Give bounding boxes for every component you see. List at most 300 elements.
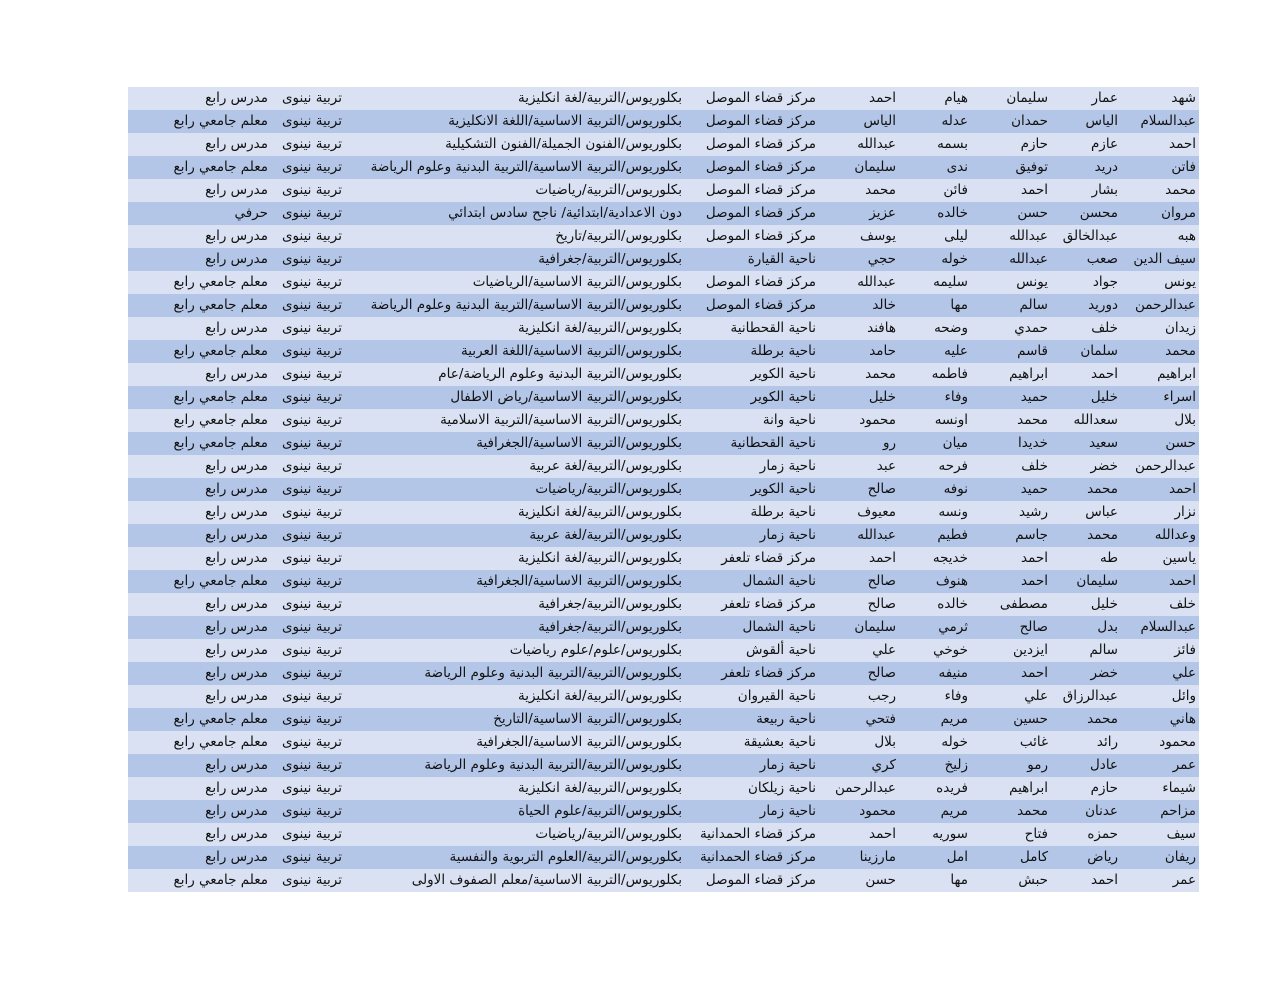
cell-qualification: بكلوريوس/التربية/تاريخ	[343, 225, 683, 248]
cell-job-title: حرفي	[128, 202, 269, 225]
cell-mother-father-name: صالح	[817, 662, 897, 685]
cell-mother-name: فطيم	[897, 524, 969, 547]
cell-qualification: بكلوريوس/التربية/العلوم التربوية والنفسية	[343, 846, 683, 869]
cell-father-name: خضر	[1049, 455, 1119, 478]
cell-location: ناحية الشمال	[683, 570, 817, 593]
cell-location: ناحية زمار	[683, 455, 817, 478]
cell-mother-name: عدله	[897, 110, 969, 133]
cell-mother-father-name: هافند	[817, 317, 897, 340]
cell-mother-name: خوله	[897, 248, 969, 271]
cell-mother-name: وفاء	[897, 386, 969, 409]
cell-mother-name: بسمه	[897, 133, 969, 156]
cell-job-title: مدرس رابع	[128, 662, 269, 685]
cell-directorate: تربية نينوى	[269, 800, 343, 823]
cell-location: ناحية الكوير	[683, 363, 817, 386]
table-row	[128, 800, 1199, 823]
cell-first-name: زيدان	[1119, 317, 1199, 340]
cell-grandfather-name: فتاح	[969, 823, 1049, 846]
cell-directorate: تربية نينوى	[269, 271, 343, 294]
cell-father-name: محمد	[1049, 478, 1119, 501]
cell-grandfather-name: ابراهيم	[969, 363, 1049, 386]
cell-qualification: بكلوريوس/التربية البدنية وعلوم الرياضة/عام	[343, 363, 683, 386]
cell-directorate: تربية نينوى	[269, 731, 343, 754]
table-row	[128, 110, 1199, 133]
cell-first-name: احمد	[1119, 570, 1199, 593]
cell-qualification: بكلوريوس/التربية/لغة انكليزية	[343, 685, 683, 708]
cell-job-title: معلم جامعي رابع	[128, 156, 269, 179]
cell-first-name: يونس	[1119, 271, 1199, 294]
cell-directorate: تربية نينوى	[269, 386, 343, 409]
cell-mother-father-name: فتحي	[817, 708, 897, 731]
cell-directorate: تربية نينوى	[269, 110, 343, 133]
cell-mother-father-name: محمود	[817, 800, 897, 823]
cell-location: مركز قضاء الموصل	[683, 87, 817, 110]
table-row	[128, 386, 1199, 409]
cell-first-name: عبدالرحمن	[1119, 455, 1199, 478]
cell-location: مركز قضاء الموصل	[683, 179, 817, 202]
cell-qualification: بكلوريوس/التربية/لغة انكليزية	[343, 87, 683, 110]
cell-qualification: بكلوريوس/التربية/لغة انكليزية	[343, 547, 683, 570]
cell-first-name: ابراهيم	[1119, 363, 1199, 386]
cell-location: ناحية الكوير	[683, 478, 817, 501]
cell-job-title: مدرس رابع	[128, 179, 269, 202]
cell-grandfather-name: حمدان	[969, 110, 1049, 133]
table-row	[128, 179, 1199, 202]
cell-father-name: عبدالرزاق	[1049, 685, 1119, 708]
cell-mother-name: فريده	[897, 777, 969, 800]
cell-grandfather-name: حمدي	[969, 317, 1049, 340]
cell-first-name: نزار	[1119, 501, 1199, 524]
cell-qualification: بكلوريوس/التربية الاساسية/اللغة العربية	[343, 340, 683, 363]
cell-directorate: تربية نينوى	[269, 547, 343, 570]
cell-grandfather-name: صالح	[969, 616, 1049, 639]
cell-location: مركز قضاء الموصل	[683, 202, 817, 225]
cell-mother-father-name: رجب	[817, 685, 897, 708]
cell-qualification: بكلوريوس/التربية/رياضيات	[343, 179, 683, 202]
cell-mother-father-name: عبدالله	[817, 271, 897, 294]
table-row	[128, 777, 1199, 800]
cell-job-title: مدرس رابع	[128, 455, 269, 478]
table-row	[128, 501, 1199, 524]
cell-mother-name: نوفه	[897, 478, 969, 501]
cell-father-name: سعيد	[1049, 432, 1119, 455]
cell-first-name: شيماء	[1119, 777, 1199, 800]
cell-father-name: حمزه	[1049, 823, 1119, 846]
cell-job-title: مدرس رابع	[128, 823, 269, 846]
cell-location: ناحية زيلكان	[683, 777, 817, 800]
cell-first-name: هاني	[1119, 708, 1199, 731]
cell-directorate: تربية نينوى	[269, 869, 343, 892]
cell-first-name: وائل	[1119, 685, 1199, 708]
cell-directorate: تربية نينوى	[269, 662, 343, 685]
cell-mother-father-name: معيوف	[817, 501, 897, 524]
cell-mother-father-name: حجي	[817, 248, 897, 271]
cell-father-name: سليمان	[1049, 570, 1119, 593]
cell-grandfather-name: عبدالله	[969, 225, 1049, 248]
cell-father-name: رياض	[1049, 846, 1119, 869]
cell-directorate: تربية نينوى	[269, 455, 343, 478]
cell-mother-name: هنوف	[897, 570, 969, 593]
cell-father-name: محسن	[1049, 202, 1119, 225]
cell-directorate: تربية نينوى	[269, 639, 343, 662]
cell-first-name: خلف	[1119, 593, 1199, 616]
cell-directorate: تربية نينوى	[269, 156, 343, 179]
cell-location: مركز قضاء تلعفر	[683, 593, 817, 616]
cell-directorate: تربية نينوى	[269, 823, 343, 846]
cell-location: مركز قضاء تلعفر	[683, 547, 817, 570]
cell-location: مركز قضاء الموصل	[683, 225, 817, 248]
cell-location: مركز قضاء الموصل	[683, 156, 817, 179]
table-row	[128, 156, 1199, 179]
cell-mother-name: اونسه	[897, 409, 969, 432]
cell-mother-name: ثرمي	[897, 616, 969, 639]
table-row	[128, 340, 1199, 363]
cell-job-title: مدرس رابع	[128, 639, 269, 662]
cell-job-title: معلم جامعي رابع	[128, 570, 269, 593]
cell-location: ناحية زمار	[683, 754, 817, 777]
cell-father-name: محمد	[1049, 524, 1119, 547]
table-row	[128, 639, 1199, 662]
cell-job-title: مدرس رابع	[128, 616, 269, 639]
cell-mother-name: وفاء	[897, 685, 969, 708]
table-row	[128, 87, 1199, 110]
cell-first-name: عمر	[1119, 754, 1199, 777]
cell-mother-father-name: عبد	[817, 455, 897, 478]
cell-job-title: معلم جامعي رابع	[128, 271, 269, 294]
cell-directorate: تربية نينوى	[269, 317, 343, 340]
cell-mother-name: ليلى	[897, 225, 969, 248]
cell-qualification: بكلوريوس/التربية/جغرافية	[343, 616, 683, 639]
cell-first-name: حسن	[1119, 432, 1199, 455]
cell-qualification: بكلوريوس/الفنون الجميلة/الفنون التشكيلية	[343, 133, 683, 156]
cell-location: مركز قضاء الموصل	[683, 294, 817, 317]
cell-mother-name: امل	[897, 846, 969, 869]
cell-first-name: وعدالله	[1119, 524, 1199, 547]
cell-grandfather-name: حسين	[969, 708, 1049, 731]
cell-first-name: عبدالسلام	[1119, 616, 1199, 639]
cell-qualification: بكلوريوس/التربية الاساسية/الجغرافية	[343, 432, 683, 455]
cell-mother-name: مها	[897, 869, 969, 892]
cell-mother-name: منيفه	[897, 662, 969, 685]
cell-father-name: عمار	[1049, 87, 1119, 110]
table-row	[128, 524, 1199, 547]
cell-first-name: احمد	[1119, 478, 1199, 501]
cell-grandfather-name: محمد	[969, 409, 1049, 432]
cell-mother-father-name: محمد	[817, 363, 897, 386]
cell-mother-father-name: محمود	[817, 409, 897, 432]
cell-first-name: سيف الدين	[1119, 248, 1199, 271]
cell-mother-father-name: خليل	[817, 386, 897, 409]
cell-location: ناحية ألقوش	[683, 639, 817, 662]
cell-directorate: تربية نينوى	[269, 846, 343, 869]
cell-qualification: بكلوريوس/التربية/لغة انكليزية	[343, 317, 683, 340]
cell-grandfather-name: رشيد	[969, 501, 1049, 524]
cell-first-name: محمد	[1119, 179, 1199, 202]
cell-father-name: عبدالخالق	[1049, 225, 1119, 248]
cell-grandfather-name: حميد	[969, 478, 1049, 501]
table-row	[128, 432, 1199, 455]
cell-mother-father-name: يوسف	[817, 225, 897, 248]
cell-mother-name: هيام	[897, 87, 969, 110]
cell-directorate: تربية نينوى	[269, 363, 343, 386]
cell-job-title: معلم جامعي رابع	[128, 294, 269, 317]
cell-qualification: بكلوريوس/التربية/رياضيات	[343, 823, 683, 846]
cell-directorate: تربية نينوى	[269, 524, 343, 547]
cell-location: ناحية الشمال	[683, 616, 817, 639]
cell-job-title: مدرس رابع	[128, 248, 269, 271]
cell-first-name: فاتن	[1119, 156, 1199, 179]
cell-directorate: تربية نينوى	[269, 593, 343, 616]
table-body	[128, 87, 1199, 892]
cell-grandfather-name: خلف	[969, 455, 1049, 478]
spreadsheet-table	[128, 87, 1199, 892]
cell-qualification: بكلوريوس/التربية الاساسية/التاريخ	[343, 708, 683, 731]
table-row	[128, 133, 1199, 156]
cell-father-name: احمد	[1049, 363, 1119, 386]
cell-qualification: بكلوريوس/التربية الاساسية/الجغرافية	[343, 731, 683, 754]
cell-grandfather-name: علي	[969, 685, 1049, 708]
cell-job-title: معلم جامعي رابع	[128, 110, 269, 133]
table-row	[128, 248, 1199, 271]
cell-grandfather-name: احمد	[969, 662, 1049, 685]
table-row	[128, 317, 1199, 340]
cell-first-name: محمود	[1119, 731, 1199, 754]
cell-first-name: احمد	[1119, 133, 1199, 156]
cell-job-title: مدرس رابع	[128, 800, 269, 823]
cell-father-name: خلف	[1049, 317, 1119, 340]
cell-mother-father-name: عبدالرحمن	[817, 777, 897, 800]
cell-directorate: تربية نينوى	[269, 754, 343, 777]
cell-location: ناحية القيارة	[683, 248, 817, 271]
cell-father-name: عازم	[1049, 133, 1119, 156]
cell-father-name: محمد	[1049, 708, 1119, 731]
table-row	[128, 662, 1199, 685]
cell-qualification: بكلوريوس/التربية الاساسية/التربية البدنية وعلوم الرياضة	[343, 294, 683, 317]
cell-first-name: فائز	[1119, 639, 1199, 662]
cell-mother-name: ونسه	[897, 501, 969, 524]
cell-location: مركز قضاء تلعفر	[683, 662, 817, 685]
cell-mother-father-name: عزيز	[817, 202, 897, 225]
cell-mother-father-name: رو	[817, 432, 897, 455]
cell-mother-name: عليه	[897, 340, 969, 363]
cell-father-name: سلمان	[1049, 340, 1119, 363]
cell-job-title: مدرس رابع	[128, 317, 269, 340]
table-row	[128, 616, 1199, 639]
cell-mother-name: وضحه	[897, 317, 969, 340]
table-row	[128, 846, 1199, 869]
cell-directorate: تربية نينوى	[269, 777, 343, 800]
cell-directorate: تربية نينوى	[269, 616, 343, 639]
cell-grandfather-name: يونس	[969, 271, 1049, 294]
cell-mother-name: خوخي	[897, 639, 969, 662]
table-row	[128, 547, 1199, 570]
cell-mother-father-name: بلال	[817, 731, 897, 754]
cell-mother-name: فاطمه	[897, 363, 969, 386]
cell-job-title: مدرس رابع	[128, 363, 269, 386]
cell-mother-name: خديجه	[897, 547, 969, 570]
cell-job-title: معلم جامعي رابع	[128, 869, 269, 892]
cell-location: مركز قضاء الموصل	[683, 271, 817, 294]
cell-mother-name: خوله	[897, 731, 969, 754]
cell-mother-father-name: مارزينا	[817, 846, 897, 869]
cell-mother-father-name: سليمان	[817, 616, 897, 639]
table-row	[128, 823, 1199, 846]
cell-first-name: محمد	[1119, 340, 1199, 363]
table-row	[128, 570, 1199, 593]
cell-father-name: بشار	[1049, 179, 1119, 202]
cell-directorate: تربية نينوى	[269, 409, 343, 432]
cell-location: مركز قضاء الحمدانية	[683, 846, 817, 869]
cell-job-title: مدرس رابع	[128, 593, 269, 616]
cell-mother-father-name: حسن	[817, 869, 897, 892]
cell-directorate: تربية نينوى	[269, 225, 343, 248]
cell-first-name: مزاحم	[1119, 800, 1199, 823]
cell-first-name: ياسين	[1119, 547, 1199, 570]
cell-location: ناحية زمار	[683, 800, 817, 823]
cell-mother-name: زليخ	[897, 754, 969, 777]
cell-qualification: دون الاعدادية/ابتدائية/ ناجح سادس ابتدائي	[343, 202, 683, 225]
cell-qualification: بكلوريوس/التربية/رياضيات	[343, 478, 683, 501]
cell-qualification: بكلوريوس/التربية/جغرافية	[343, 593, 683, 616]
cell-directorate: تربية نينوى	[269, 685, 343, 708]
cell-mother-name: فرحه	[897, 455, 969, 478]
cell-grandfather-name: غائب	[969, 731, 1049, 754]
cell-qualification: بكلوريوس/التربية الاساسية/معلم الصفوف الاولى	[343, 869, 683, 892]
cell-mother-father-name: خالد	[817, 294, 897, 317]
cell-directorate: تربية نينوى	[269, 294, 343, 317]
cell-grandfather-name: جاسم	[969, 524, 1049, 547]
cell-job-title: مدرس رابع	[128, 685, 269, 708]
cell-mother-name: خالده	[897, 202, 969, 225]
cell-mother-name: ندى	[897, 156, 969, 179]
cell-qualification: بكلوريوس/التربية/لغة عربية	[343, 524, 683, 547]
cell-mother-father-name: حامد	[817, 340, 897, 363]
cell-directorate: تربية نينوى	[269, 87, 343, 110]
cell-directorate: تربية نينوى	[269, 570, 343, 593]
cell-father-name: جواد	[1049, 271, 1119, 294]
cell-directorate: تربية نينوى	[269, 179, 343, 202]
cell-father-name: سعدالله	[1049, 409, 1119, 432]
cell-father-name: حازم	[1049, 777, 1119, 800]
cell-first-name: سيف	[1119, 823, 1199, 846]
cell-grandfather-name: خديدا	[969, 432, 1049, 455]
cell-first-name: عبدالرحمن	[1119, 294, 1199, 317]
cell-qualification: بكلوريوس/علوم/علوم رياضيات	[343, 639, 683, 662]
table-row	[128, 271, 1199, 294]
cell-location: ناحية القيروان	[683, 685, 817, 708]
cell-first-name: بلال	[1119, 409, 1199, 432]
cell-directorate: تربية نينوى	[269, 501, 343, 524]
cell-father-name: عباس	[1049, 501, 1119, 524]
cell-job-title: مدرس رابع	[128, 478, 269, 501]
cell-qualification: بكلوريوس/التربية الاساسية/التربية البدنية وعلوم الرياضة	[343, 156, 683, 179]
cell-grandfather-name: عبدالله	[969, 248, 1049, 271]
cell-mother-father-name: عبدالله	[817, 524, 897, 547]
cell-job-title: مدرس رابع	[128, 754, 269, 777]
cell-grandfather-name: حسن	[969, 202, 1049, 225]
cell-grandfather-name: توفيق	[969, 156, 1049, 179]
cell-directorate: تربية نينوى	[269, 133, 343, 156]
cell-job-title: مدرس رابع	[128, 225, 269, 248]
cell-directorate: تربية نينوى	[269, 202, 343, 225]
cell-location: مركز قضاء الموصل	[683, 110, 817, 133]
cell-qualification: بكلوريوس/التربية/التربية البدنية وعلوم الرياضة	[343, 754, 683, 777]
cell-qualification: بكلوريوس/التربية/لغة عربية	[343, 455, 683, 478]
cell-location: ناحية برطلة	[683, 340, 817, 363]
cell-mother-name: مها	[897, 294, 969, 317]
cell-mother-father-name: محمد	[817, 179, 897, 202]
table-row	[128, 593, 1199, 616]
cell-location: مركز قضاء الموصل	[683, 133, 817, 156]
cell-mother-father-name: صالح	[817, 478, 897, 501]
cell-mother-father-name: صالح	[817, 593, 897, 616]
cell-first-name: عبدالسلام	[1119, 110, 1199, 133]
cell-grandfather-name: كامل	[969, 846, 1049, 869]
cell-mother-name: سليمه	[897, 271, 969, 294]
table-row	[128, 754, 1199, 777]
cell-job-title: معلم جامعي رابع	[128, 731, 269, 754]
cell-mother-father-name: صالح	[817, 570, 897, 593]
cell-father-name: رائد	[1049, 731, 1119, 754]
cell-job-title: مدرس رابع	[128, 501, 269, 524]
table-row	[128, 731, 1199, 754]
cell-mother-father-name: كري	[817, 754, 897, 777]
cell-first-name: علي	[1119, 662, 1199, 685]
cell-first-name: اسراء	[1119, 386, 1199, 409]
cell-first-name: مروان	[1119, 202, 1199, 225]
cell-mother-name: خالده	[897, 593, 969, 616]
cell-grandfather-name: قاسم	[969, 340, 1049, 363]
cell-father-name: خليل	[1049, 386, 1119, 409]
cell-grandfather-name: ايزدين	[969, 639, 1049, 662]
cell-first-name: عمر	[1119, 869, 1199, 892]
cell-mother-name: سوريه	[897, 823, 969, 846]
cell-grandfather-name: سليمان	[969, 87, 1049, 110]
cell-job-title: مدرس رابع	[128, 524, 269, 547]
cell-qualification: بكلوريوس/التربية الاساسية/الرياضيات	[343, 271, 683, 294]
table-row	[128, 478, 1199, 501]
cell-directorate: تربية نينوى	[269, 478, 343, 501]
cell-job-title: مدرس رابع	[128, 133, 269, 156]
cell-mother-father-name: احمد	[817, 547, 897, 570]
cell-first-name: هبه	[1119, 225, 1199, 248]
table-row	[128, 708, 1199, 731]
cell-job-title: معلم جامعي رابع	[128, 708, 269, 731]
cell-location: مركز قضاء الحمدانية	[683, 823, 817, 846]
cell-grandfather-name: احمد	[969, 179, 1049, 202]
cell-qualification: بكلوريوس/التربية الاساسية/التربية الاسلامية	[343, 409, 683, 432]
cell-father-name: بدل	[1049, 616, 1119, 639]
table-row	[128, 294, 1199, 317]
cell-grandfather-name: رمو	[969, 754, 1049, 777]
cell-job-title: معلم جامعي رابع	[128, 386, 269, 409]
cell-father-name: سالم	[1049, 639, 1119, 662]
cell-job-title: مدرس رابع	[128, 777, 269, 800]
cell-grandfather-name: محمد	[969, 800, 1049, 823]
cell-grandfather-name: حميد	[969, 386, 1049, 409]
table-row	[128, 202, 1199, 225]
cell-first-name: ريفان	[1119, 846, 1199, 869]
table-row	[128, 225, 1199, 248]
cell-mother-father-name: الياس	[817, 110, 897, 133]
cell-grandfather-name: حبش	[969, 869, 1049, 892]
cell-job-title: معلم جامعي رابع	[128, 340, 269, 363]
cell-father-name: دريد	[1049, 156, 1119, 179]
table-row	[128, 869, 1199, 892]
cell-first-name: شهد	[1119, 87, 1199, 110]
table-row	[128, 363, 1199, 386]
cell-job-title: مدرس رابع	[128, 87, 269, 110]
